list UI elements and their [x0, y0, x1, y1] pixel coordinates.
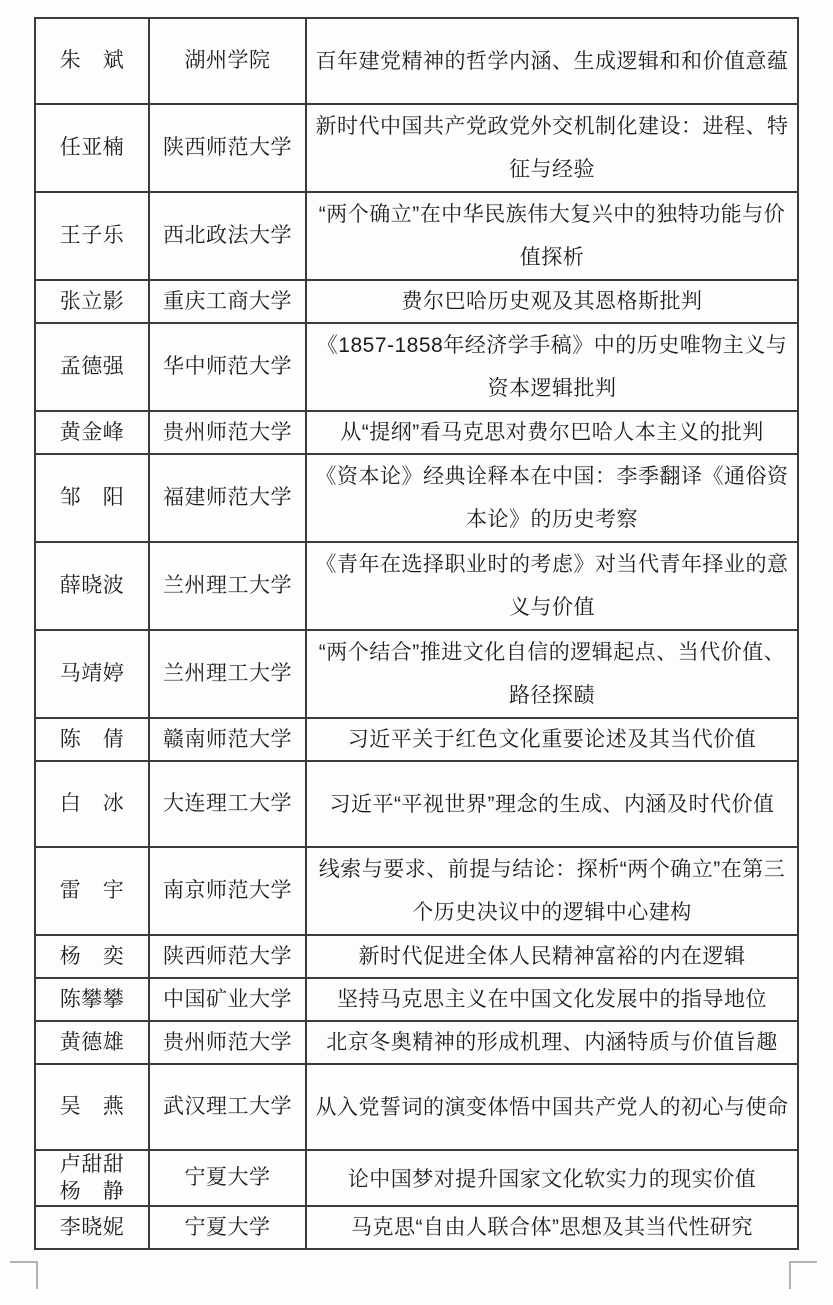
cell-university: 大连理工大学 [149, 761, 306, 847]
cell-title: 论中国梦对提升国家文化软实力的现实价值 [306, 1150, 798, 1206]
table-row [35, 1064, 798, 1150]
cell-university: 兰州理工大学 [149, 630, 306, 718]
cell-name: 马靖婷 [35, 630, 149, 718]
table-row [35, 18, 798, 104]
cell-name: 陈 倩 [35, 718, 149, 761]
cell-university: 兰州理工大学 [149, 542, 306, 630]
cell-title: 马克思“自由人联合体”思想及其当代性研究 [306, 1206, 798, 1249]
cell-university: 宁夏大学 [149, 1206, 306, 1249]
table-row [35, 718, 798, 761]
cell-university: 湖州学院 [149, 18, 306, 104]
table-row [35, 411, 798, 454]
cell-name: 杨 奕 [35, 935, 149, 978]
cell-university: 贵州师范大学 [149, 1021, 306, 1064]
page-boundary-mark-left [10, 1261, 38, 1289]
cell-university: 陕西师范大学 [149, 104, 306, 192]
table-row [35, 978, 798, 1021]
cell-title: 从入党誓词的演变体悟中国共产党人的初心与使命 [306, 1064, 798, 1150]
cell-title: 从“提纲”看马克思对费尔巴哈人本主义的批判 [306, 411, 798, 454]
cell-name: 卢甜甜 杨 静 [35, 1150, 149, 1206]
cell-university: 重庆工商大学 [149, 280, 306, 323]
cell-name: 白 冰 [35, 761, 149, 847]
roster-table-body [35, 18, 798, 1249]
cell-name: 吴 燕 [35, 1064, 149, 1150]
table-row [35, 192, 798, 280]
table-row [35, 761, 798, 847]
cell-title: 北京冬奥精神的形成机理、内涵特质与价值旨趣 [306, 1021, 798, 1064]
cell-title: “两个结合”推进文化自信的逻辑起点、当代价值、路径探赜 [306, 630, 798, 718]
page-boundary-mark-right [789, 1261, 817, 1289]
table-row [35, 454, 798, 542]
cell-university: 西北政法大学 [149, 192, 306, 280]
cell-name: 李晓妮 [35, 1206, 149, 1249]
cell-name: 黄德雄 [35, 1021, 149, 1064]
cell-title: 《1857-1858年经济学手稿》中的历史唯物主义与资本逻辑批判 [306, 323, 798, 411]
cell-university: 赣南师范大学 [149, 718, 306, 761]
cell-name: 王子乐 [35, 192, 149, 280]
cell-name: 张立影 [35, 280, 149, 323]
cell-university: 贵州师范大学 [149, 411, 306, 454]
cell-title: 新时代促进全体人民精神富裕的内在逻辑 [306, 935, 798, 978]
table-row [35, 280, 798, 323]
cell-title: 坚持马克思主义在中国文化发展中的指导地位 [306, 978, 798, 1021]
cell-university: 宁夏大学 [149, 1150, 306, 1206]
cell-title: 线索与要求、前提与结论：探析“两个确立”在第三个历史决议中的逻辑中心建构 [306, 847, 798, 935]
cell-name: 任亚楠 [35, 104, 149, 192]
cell-title: 新时代中国共产党政党外交机制化建设：进程、特征与经验 [306, 104, 798, 192]
cell-university: 陕西师范大学 [149, 935, 306, 978]
cell-university: 南京师范大学 [149, 847, 306, 935]
table-row [35, 104, 798, 192]
cell-title: 《资本论》经典诠释本在中国：李季翻译《通俗资本论》的历史考察 [306, 454, 798, 542]
cell-title: “两个确立”在中华民族伟大复兴中的独特功能与价值探析 [306, 192, 798, 280]
table-row [35, 847, 798, 935]
cell-title: 习近平关于红色文化重要论述及其当代价值 [306, 718, 798, 761]
cell-title: 习近平“平视世界”理念的生成、内涵及时代价值 [306, 761, 798, 847]
cell-university: 福建师范大学 [149, 454, 306, 542]
cell-title: 费尔巴哈历史观及其恩格斯批判 [306, 280, 798, 323]
cell-name: 薛晓波 [35, 542, 149, 630]
cell-name: 黄金峰 [35, 411, 149, 454]
cell-title: 百年建党精神的哲学内涵、生成逻辑和和价值意蕴 [306, 18, 798, 104]
table-row [35, 1150, 798, 1206]
cell-name: 孟德强 [35, 323, 149, 411]
table-row [35, 542, 798, 630]
cell-university: 武汉理工大学 [149, 1064, 306, 1150]
cell-university: 华中师范大学 [149, 323, 306, 411]
table-row [35, 1021, 798, 1064]
cell-name: 雷 宇 [35, 847, 149, 935]
table-row [35, 630, 798, 718]
table-row [35, 323, 798, 411]
table-row [35, 935, 798, 978]
cell-name: 朱 斌 [35, 18, 149, 104]
cell-name: 邹 阳 [35, 454, 149, 542]
cell-title: 《青年在选择职业时的考虑》对当代青年择业的意义与价值 [306, 542, 798, 630]
table-row [35, 1206, 798, 1249]
cell-university: 中国矿业大学 [149, 978, 306, 1021]
paper-roster-table [34, 17, 799, 1250]
cell-name: 陈攀攀 [35, 978, 149, 1021]
